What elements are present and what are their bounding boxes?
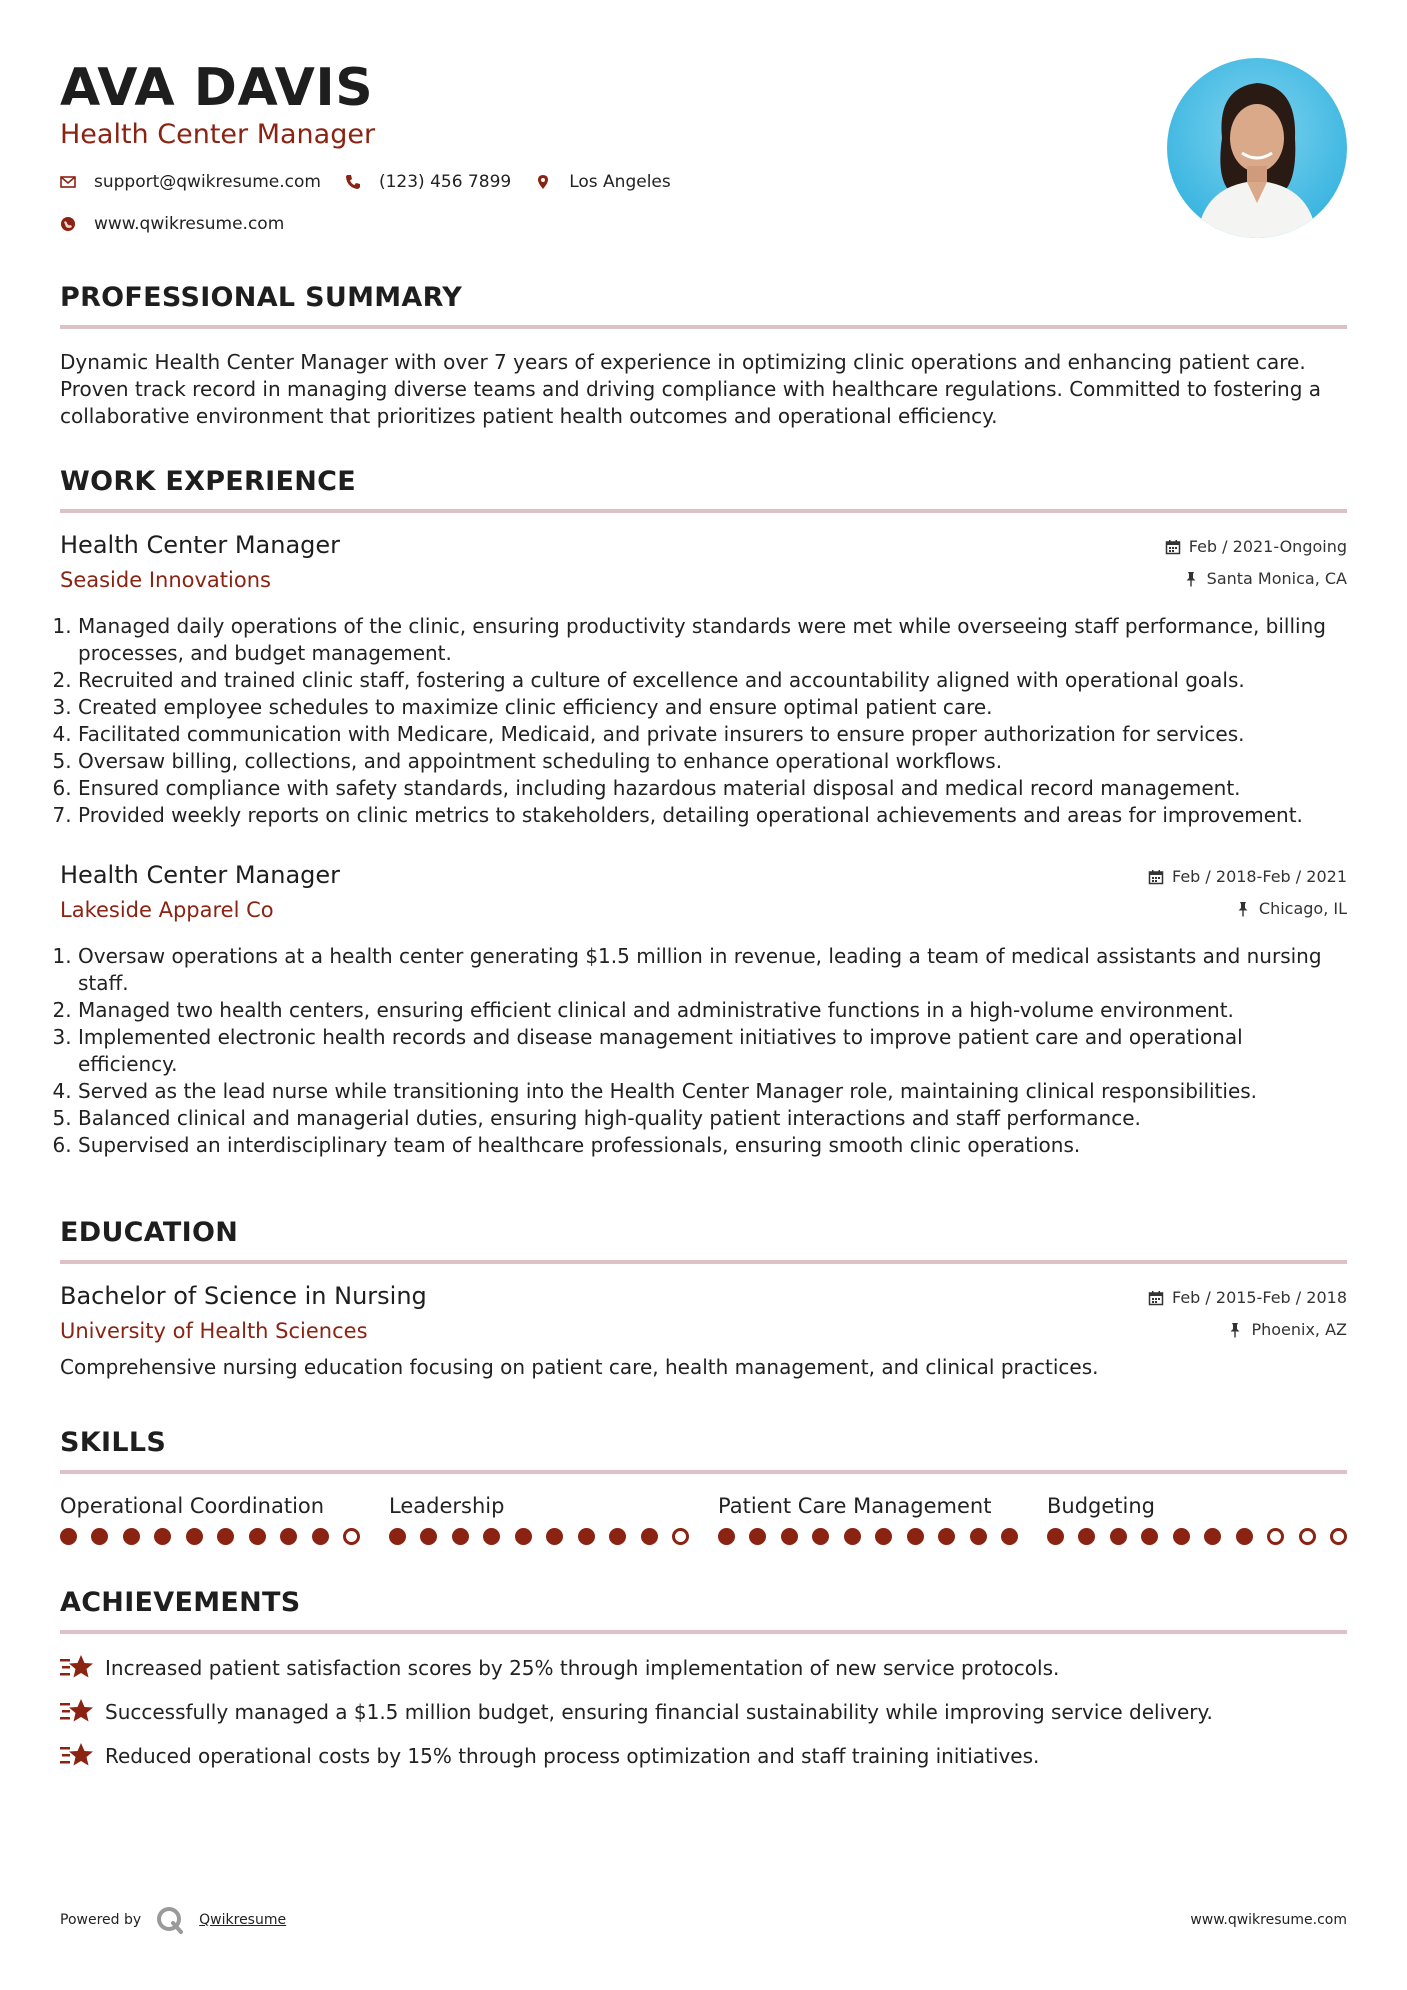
rating-dot-empty	[1330, 1528, 1347, 1545]
job-location	[1235, 899, 1347, 918]
job-bullet: 3. Implemented electronic health records and disease management initiatives to improve patient care and operational efficiency.	[78, 1024, 1347, 1078]
candidate-name: AVA DAVIS	[60, 58, 374, 118]
skill-item	[389, 1494, 689, 1545]
section-divider	[60, 1470, 1347, 1474]
rating-dot-filled	[154, 1528, 171, 1545]
section-title: SKILLS	[60, 1427, 167, 1458]
profile-portrait	[1167, 58, 1347, 238]
job-bullet: 2. Managed two health centers, ensuring efficient clinical and administrative functions in a high-volume environment.	[78, 997, 1347, 1024]
rating-dot-filled	[609, 1528, 626, 1545]
website-text: www.qwikresume.com	[94, 214, 285, 234]
rating-dot-filled	[844, 1528, 861, 1545]
summary-section	[60, 282, 1347, 430]
rating-dot-filled	[280, 1528, 297, 1545]
skill-rating	[718, 1528, 1018, 1545]
job-bullet: 4. Facilitated communication with Medicare, Medicaid, and private insurers to ensure proper authorization for services.	[78, 721, 1347, 748]
rating-dot-filled	[312, 1528, 329, 1545]
experience-section	[60, 466, 1347, 1159]
section-divider	[60, 1630, 1347, 1634]
qwikresume-link[interactable]: Qwikresume	[199, 1912, 287, 1928]
rating-dot-filled	[1236, 1528, 1253, 1545]
education-location	[1227, 1320, 1347, 1339]
job-bullet: 5. Balanced clinical and managerial duties, ensuring high-quality patient interactions and staff performance.	[78, 1105, 1347, 1132]
job-bullet: 2. Recruited and trained clinic staff, fostering a culture of excellence and accountability aligned with operational goals.	[78, 667, 1347, 694]
rating-dot-filled	[1047, 1528, 1064, 1545]
rating-dot-filled	[749, 1528, 766, 1545]
job-bullets	[60, 613, 1347, 829]
phone-text: (123) 456 7899	[378, 172, 512, 192]
rating-dot-filled	[641, 1528, 658, 1545]
skill-name: Patient Care Management	[718, 1494, 992, 1518]
job-header	[60, 861, 1347, 933]
job-bullet: 1. Oversaw operations at a health center generating $1.5 million in revenue, leading a team of medical assistants and nursing staff.	[78, 943, 1347, 997]
job-bullet: 1. Managed daily operations of the clinic, ensuring productivity standards were met while overseeing staff performance, billing processes, and budget management.	[78, 613, 1347, 667]
job-bullet: 7. Provided weekly reports on clinic metrics to stakeholders, detailing operational achievements and areas for improvement.	[78, 802, 1347, 829]
job-bullet: 6. Supervised an interdisciplinary team of healthcare professionals, ensuring smooth clinic operations.	[78, 1132, 1347, 1159]
achievement-item	[60, 1734, 1347, 1778]
contact-row	[60, 172, 695, 192]
contact-row-website	[60, 214, 308, 234]
rating-dot-filled	[1001, 1528, 1018, 1545]
skills-list	[60, 1494, 1347, 1545]
rating-dot-empty	[1299, 1528, 1316, 1545]
job-title: Health Center Manager	[60, 531, 341, 559]
contact-phone[interactable]	[345, 172, 511, 192]
rating-dot-filled	[578, 1528, 595, 1545]
skill-name: Budgeting	[1047, 1494, 1156, 1518]
skill-name: Operational Coordination	[60, 1494, 325, 1518]
rating-dot-filled	[812, 1528, 829, 1545]
education-entry	[60, 1282, 1347, 1381]
job-entry	[60, 861, 1347, 1159]
education-section	[60, 1217, 1347, 1381]
phone-icon	[345, 174, 361, 190]
rating-dot-filled	[483, 1528, 500, 1545]
calendar-icon	[1148, 1290, 1164, 1306]
qwikresume-logo-icon	[155, 1905, 185, 1935]
summary-text: Dynamic Health Center Manager with over 7 years of experience in optimizing clinic operations and enhancing patient care. Proven track record in managing diverse teams and driving compliance with healthcare regulations. Committed to fostering a collaborative environment that prioritizes patient health outcomes and operational efficiency.	[60, 350, 1322, 428]
rating-dot-filled	[1110, 1528, 1127, 1545]
rating-dot-filled	[970, 1528, 987, 1545]
rating-dot-filled	[123, 1528, 140, 1545]
rating-dot-filled	[249, 1528, 266, 1545]
contact-email[interactable]	[60, 172, 321, 192]
section-divider	[60, 1260, 1347, 1264]
rating-dot-filled	[420, 1528, 437, 1545]
education-description: Comprehensive nursing education focusing on patient care, health management, and clinical practices.	[60, 1355, 1099, 1379]
section-divider	[60, 509, 1347, 513]
skill-rating	[1047, 1528, 1347, 1545]
job-entry	[60, 531, 1347, 829]
job-date	[1165, 537, 1347, 556]
skill-name: Leadership	[389, 1494, 505, 1518]
star-award-icon	[60, 1653, 94, 1683]
job-location-text: Santa Monica, CA	[1206, 569, 1347, 588]
job-bullet: 5. Oversaw billing, collections, and appointment scheduling to enhance operational workflows.	[78, 748, 1347, 775]
section-title: ACHIEVEMENTS	[60, 1587, 301, 1618]
job-bullet: 6. Ensured compliance with safety standards, including hazardous material disposal and medical record management.	[78, 775, 1347, 802]
pushpin-icon	[1227, 1322, 1243, 1338]
school-name: University of Health Sciences	[60, 1319, 368, 1343]
achievements-list	[60, 1646, 1347, 1778]
education-header	[60, 1282, 1347, 1354]
email-text: support@qwikresume.com	[94, 172, 321, 192]
job-bullet: 3. Created employee schedules to maximize clinic efficiency and ensure optimal patient care.	[78, 694, 1347, 721]
candidate-role: Health Center Manager	[60, 119, 376, 150]
job-date	[1148, 867, 1347, 886]
job-bullets	[60, 943, 1347, 1159]
rating-dot-filled	[1078, 1528, 1095, 1545]
achievements-section	[60, 1587, 1347, 1778]
achievement-text: Increased patient satisfaction scores by 25% through implementation of new service protocols.	[105, 1656, 1060, 1680]
achievement-item	[60, 1646, 1347, 1690]
education-date	[1148, 1288, 1347, 1307]
rating-dot-filled	[1204, 1528, 1221, 1545]
section-title: WORK EXPERIENCE	[60, 466, 356, 497]
achievement-text: Reduced operational costs by 15% through process optimization and staff training initiatives.	[105, 1744, 1040, 1768]
globe-icon	[60, 216, 76, 232]
map-pin-icon	[535, 174, 551, 190]
rating-dot-filled	[907, 1528, 924, 1545]
job-header	[60, 531, 1347, 603]
job-date-text: Feb / 2018-Feb / 2021	[1172, 867, 1347, 886]
skills-section	[60, 1427, 1347, 1545]
rating-dot-filled	[515, 1528, 532, 1545]
education-date-text: Feb / 2015-Feb / 2018	[1172, 1288, 1347, 1307]
section-title: PROFESSIONAL SUMMARY	[60, 282, 463, 313]
rating-dot-filled	[389, 1528, 406, 1545]
section-title: EDUCATION	[60, 1217, 239, 1248]
job-location	[1183, 569, 1347, 588]
achievement-text: Successfully managed a $1.5 million budget, ensuring financial sustainability while improving service delivery.	[105, 1700, 1213, 1724]
calendar-icon	[1165, 539, 1181, 555]
skill-rating	[389, 1528, 689, 1545]
rating-dot-filled	[186, 1528, 203, 1545]
rating-dot-filled	[781, 1528, 798, 1545]
job-title: Health Center Manager	[60, 861, 341, 889]
skill-rating	[60, 1528, 360, 1545]
rating-dot-filled	[718, 1528, 735, 1545]
skill-item	[1047, 1494, 1347, 1545]
resume-header	[60, 0, 1347, 242]
powered-by-label: Powered by	[60, 1912, 142, 1928]
job-location-text: Chicago, IL	[1258, 899, 1347, 918]
job-bullet: 4. Served as the lead nurse while transitioning into the Health Center Manager role, maintaining clinical responsibilities.	[78, 1078, 1347, 1105]
rating-dot-filled	[452, 1528, 469, 1545]
footer-branding	[60, 1905, 286, 1935]
rating-dot-filled	[938, 1528, 955, 1545]
contact-website[interactable]	[60, 214, 284, 234]
section-divider	[60, 325, 1347, 329]
achievement-item	[60, 1690, 1347, 1734]
rating-dot-filled	[546, 1528, 563, 1545]
location-text: Los Angeles	[569, 172, 671, 192]
skill-item	[60, 1494, 360, 1545]
job-company: Seaside Innovations	[60, 568, 271, 592]
rating-dot-filled	[1141, 1528, 1158, 1545]
pushpin-icon	[1235, 901, 1251, 917]
skill-item	[718, 1494, 1018, 1545]
rating-dot-filled	[91, 1528, 108, 1545]
rating-dot-empty	[343, 1528, 360, 1545]
rating-dot-filled	[875, 1528, 892, 1545]
pushpin-icon	[1183, 571, 1199, 587]
rating-dot-empty	[1267, 1528, 1284, 1545]
job-date-text: Feb / 2021-Ongoing	[1188, 537, 1347, 556]
star-award-icon	[60, 1741, 94, 1771]
rating-dot-filled	[217, 1528, 234, 1545]
profile-photo	[1167, 58, 1347, 238]
rating-dot-empty	[672, 1528, 689, 1545]
rating-dot-filled	[60, 1528, 77, 1545]
degree-title: Bachelor of Science in Nursing	[60, 1282, 427, 1310]
rating-dot-filled	[1173, 1528, 1190, 1545]
job-company: Lakeside Apparel Co	[60, 898, 274, 922]
star-award-icon	[60, 1697, 94, 1727]
page-footer	[60, 1900, 1347, 1940]
envelope-icon	[60, 174, 76, 190]
footer-website[interactable]: www.qwikresume.com	[1190, 1912, 1347, 1928]
calendar-icon	[1148, 869, 1164, 885]
education-location-text: Phoenix, AZ	[1251, 1320, 1347, 1339]
contact-location	[535, 172, 671, 192]
